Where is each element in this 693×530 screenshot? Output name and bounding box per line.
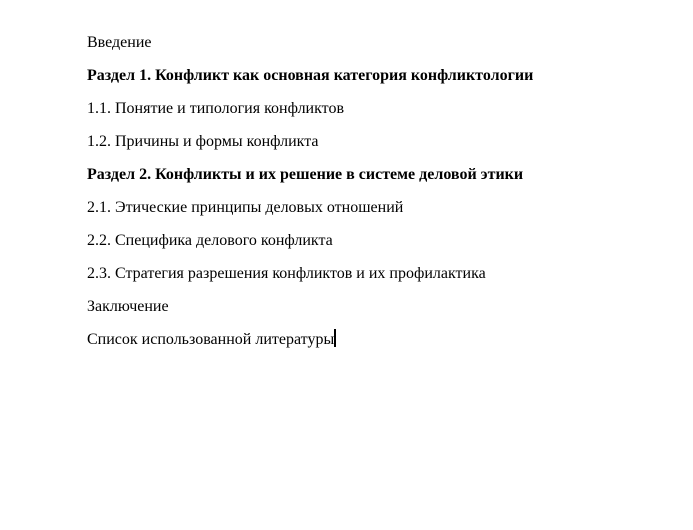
toc-line-text: Заключение — [87, 298, 169, 315]
toc-line-item-2-2[interactable] — [87, 230, 653, 251]
toc-line-introduction[interactable] — [87, 32, 653, 53]
toc-line-section-2-heading[interactable] — [87, 164, 653, 185]
toc-line-item-1-2[interactable] — [87, 131, 653, 152]
toc-line-item-2-3[interactable] — [87, 263, 653, 284]
toc-line-text: Раздел 2. Конфликты и их решение в системе деловой этики — [87, 166, 524, 183]
toc-line-text: 1.1. Понятие и типология конфликтов — [87, 100, 345, 117]
toc-line-text: 2.2. Специфика делового конфликта — [87, 232, 333, 249]
text-caret — [334, 329, 336, 347]
toc-line-text: Введение — [87, 34, 152, 51]
toc-line-conclusion[interactable] — [87, 296, 653, 317]
toc-line-item-1-1[interactable] — [87, 98, 653, 119]
toc-line-text: 2.1. Этические принципы деловых отношений — [87, 199, 404, 216]
toc-line-section-1-heading[interactable] — [87, 65, 653, 86]
toc-line-text: Раздел 1. Конфликт как основная категория конфликтологии — [87, 67, 534, 84]
toc-line-item-2-1[interactable] — [87, 197, 653, 218]
toc-line-text: 2.3. Стратегия разрешения конфликтов и их профилактика — [87, 265, 486, 282]
toc-line-references[interactable] — [87, 329, 653, 350]
toc-line-text: 1.2. Причины и формы конфликта — [87, 133, 319, 150]
toc-line-text: Список использованной литературы — [87, 331, 335, 348]
